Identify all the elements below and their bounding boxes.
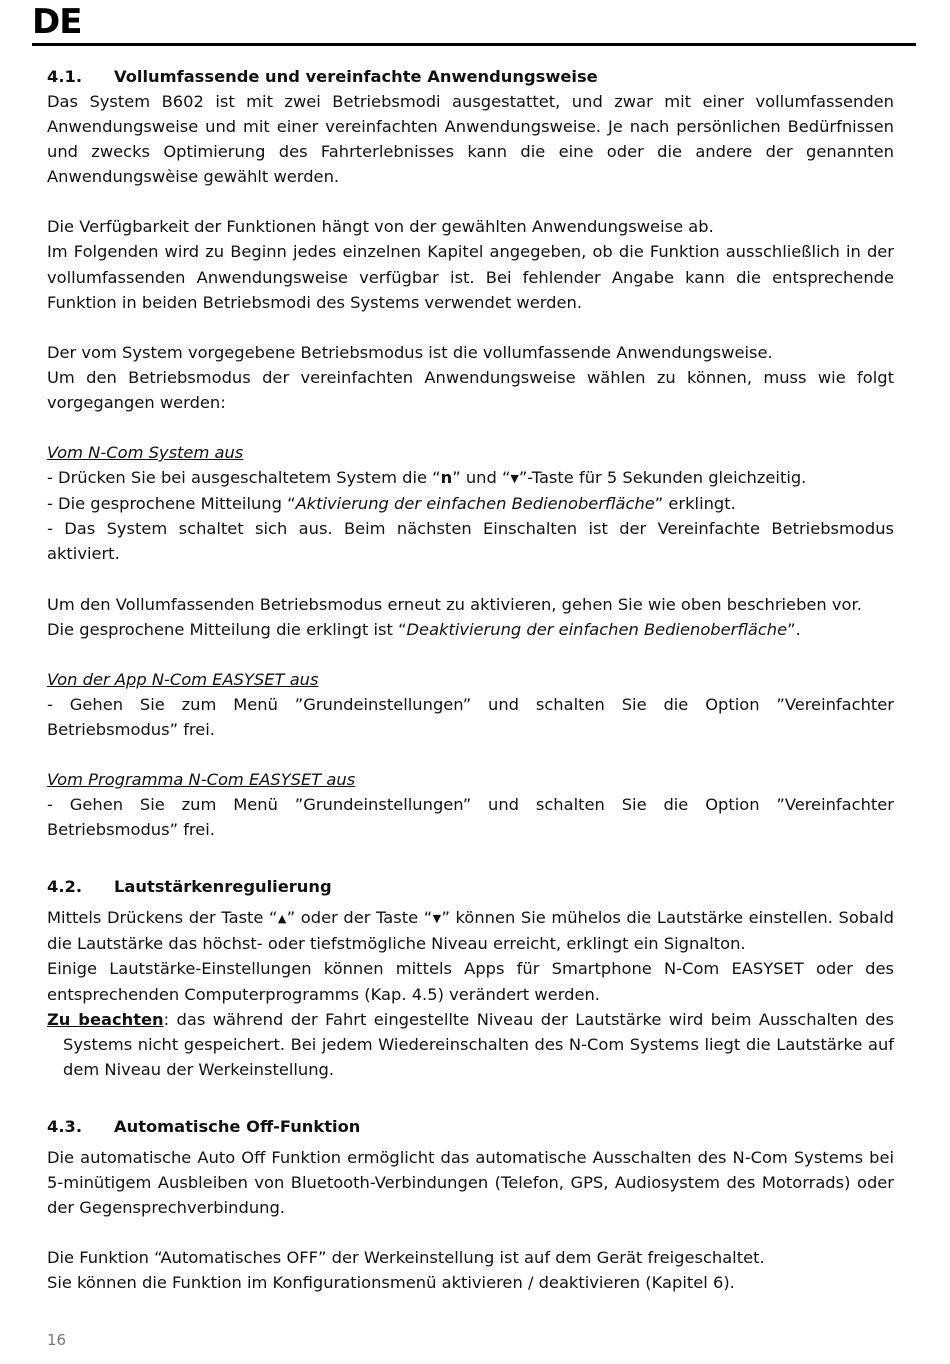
down-arrow-icon: ▼ [510, 472, 519, 486]
subheading: Von der App N-Com EASYSET aus [47, 669, 319, 689]
section-number: 4.2. [47, 877, 83, 897]
bullet-item: - Gehen Sie zum Menü ”Grundeinstellungen” und schalten Sie die Option ”Vereinfachter Betriebsmodus” frei. [47, 694, 894, 739]
paragraph: Die Funktion “Automatisches OFF” der Werkeinstellung ist auf dem Gerät freigeschaltet. [47, 1248, 765, 1268]
paragraph: Im Folgenden wird zu Beginn jedes einzelnen Kapitel angegeben, ob die Funktion ausschließlich in der vollumfassenden Anwendungsweise verfügbar ist. Bei fehlender Angabe kann die entsprechende Funktion in beiden Betriebsmodi des Systems verwendet werden. [47, 242, 894, 312]
note-label: Zu beachten [47, 1009, 164, 1029]
section-heading-4-2 [47, 874, 894, 899]
paragraph: Die gesprochene Mitteilung die erklingt ist “Deaktivierung der einfachen Bedienoberfläche”. [47, 619, 801, 639]
subheading: Vom Programma N-Com EASYSET aus [47, 769, 356, 789]
section-title: Lautstärkenregulierung [114, 877, 332, 897]
paragraph: Einige Lautstärke-Einstellungen können mittels Apps für Smartphone N-Com EASYSET oder des entsprechenden Computerprogramms (Kap. 4.5) verändert werden. [47, 959, 894, 1004]
paragraph: Die Verfügbarkeit der Funktionen hängt von der gewählten Anwendungsweise ab. [47, 217, 714, 237]
subheading: Vom N-Com System aus [47, 443, 244, 463]
document-body [47, 64, 894, 1295]
section-heading-4-3 [47, 1114, 894, 1139]
bullet-item: - Gehen Sie zum Menü ”Grundeinstellungen” und schalten Sie die Option ”Vereinfachter Betriebsmodus” frei. [47, 795, 894, 840]
header-rule [32, 43, 916, 46]
paragraph: Die automatische Auto Off Funktion ermöglicht das automatische Ausschalten des N-Com Systems bei 5-minütigem Ausbleiben von Bluetooth-Verbindungen (Telefon, GPS, Audiosystem des Motorrads) oder der Gegensprechverbindung. [47, 1147, 894, 1218]
paragraph: Der vom System vorgegebene Betriebsmodus ist die vollumfassende Anwendungsweise. [47, 342, 773, 362]
section-number: 4.1. [47, 67, 83, 86]
paragraph: Um den Betriebsmodus der vereinfachten Anwendungsweise wählen zu können, muss wie folgt vorgegangen werden: [47, 367, 894, 412]
down-arrow-icon: ▼ [432, 912, 442, 926]
bullet-item: - Die gesprochene Mitteilung “Aktivierung der einfachen Bedienoberfläche” erklingt. [47, 494, 736, 514]
paragraph: Sie können die Funktion im Konfigurationsmenü aktivieren / deaktivieren (Kapitel 6). [47, 1273, 735, 1293]
paragraph: Mittels Drückens der Taste “▲” oder der Taste “▼” können Sie mühelos die Lautstärke einstellen. Sobald die Lautstärke das höchst- oder tiefstmögliche Niveau erreicht, erklingt ein Signalton. [47, 908, 894, 954]
bullet-item: - Drücken Sie bei ausgeschaltetem System die “n” und “▼”-Taste für 5 Sekunden gleichzeitig. [47, 468, 807, 488]
page-number: 16 [47, 1331, 67, 1349]
section-title: Automatische Off-Funktion [114, 1116, 361, 1136]
section-number: 4.3. [47, 1116, 83, 1136]
up-arrow-icon: ▲ [277, 912, 287, 926]
language-label: DE [32, 2, 82, 42]
paragraph: Das System B602 ist mit zwei Betriebsmodi ausgestattet, und zwar mit einer vollumfassenden Anwendungsweise und mit einer vereinfachten Anwendungsweise. Je nach persönlichen Bedürfnissen und zwecks Optimierung des Fahrterlebnisses kann die eine oder die andere der genannten Anwendungswèise gewählt werden. [47, 92, 894, 187]
n-key-label: n [440, 468, 453, 488]
bullet-item: - Das System schaltet sich aus. Beim nächsten Einschalten ist der Vereinfachte Betriebsmodus aktiviert. [47, 519, 894, 564]
section-heading-4-1 [47, 64, 894, 89]
paragraph: Um den Vollumfassenden Betriebsmodus erneut zu aktivieren, gehen Sie wie oben beschrieben vor. [47, 594, 862, 614]
note: Zu beachten: das während der Fahrt eingestellte Niveau der Lautstärke wird beim Ausschalten des Systems nicht gespeichert. Bei jedem Wiedereinschalten des N-Com Systems liegt die Lautstärke auf dem Niveau der Werkeinstellung. [47, 1009, 894, 1079]
section-title: Vollumfassende und vereinfachte Anwendungsweise [114, 67, 598, 86]
